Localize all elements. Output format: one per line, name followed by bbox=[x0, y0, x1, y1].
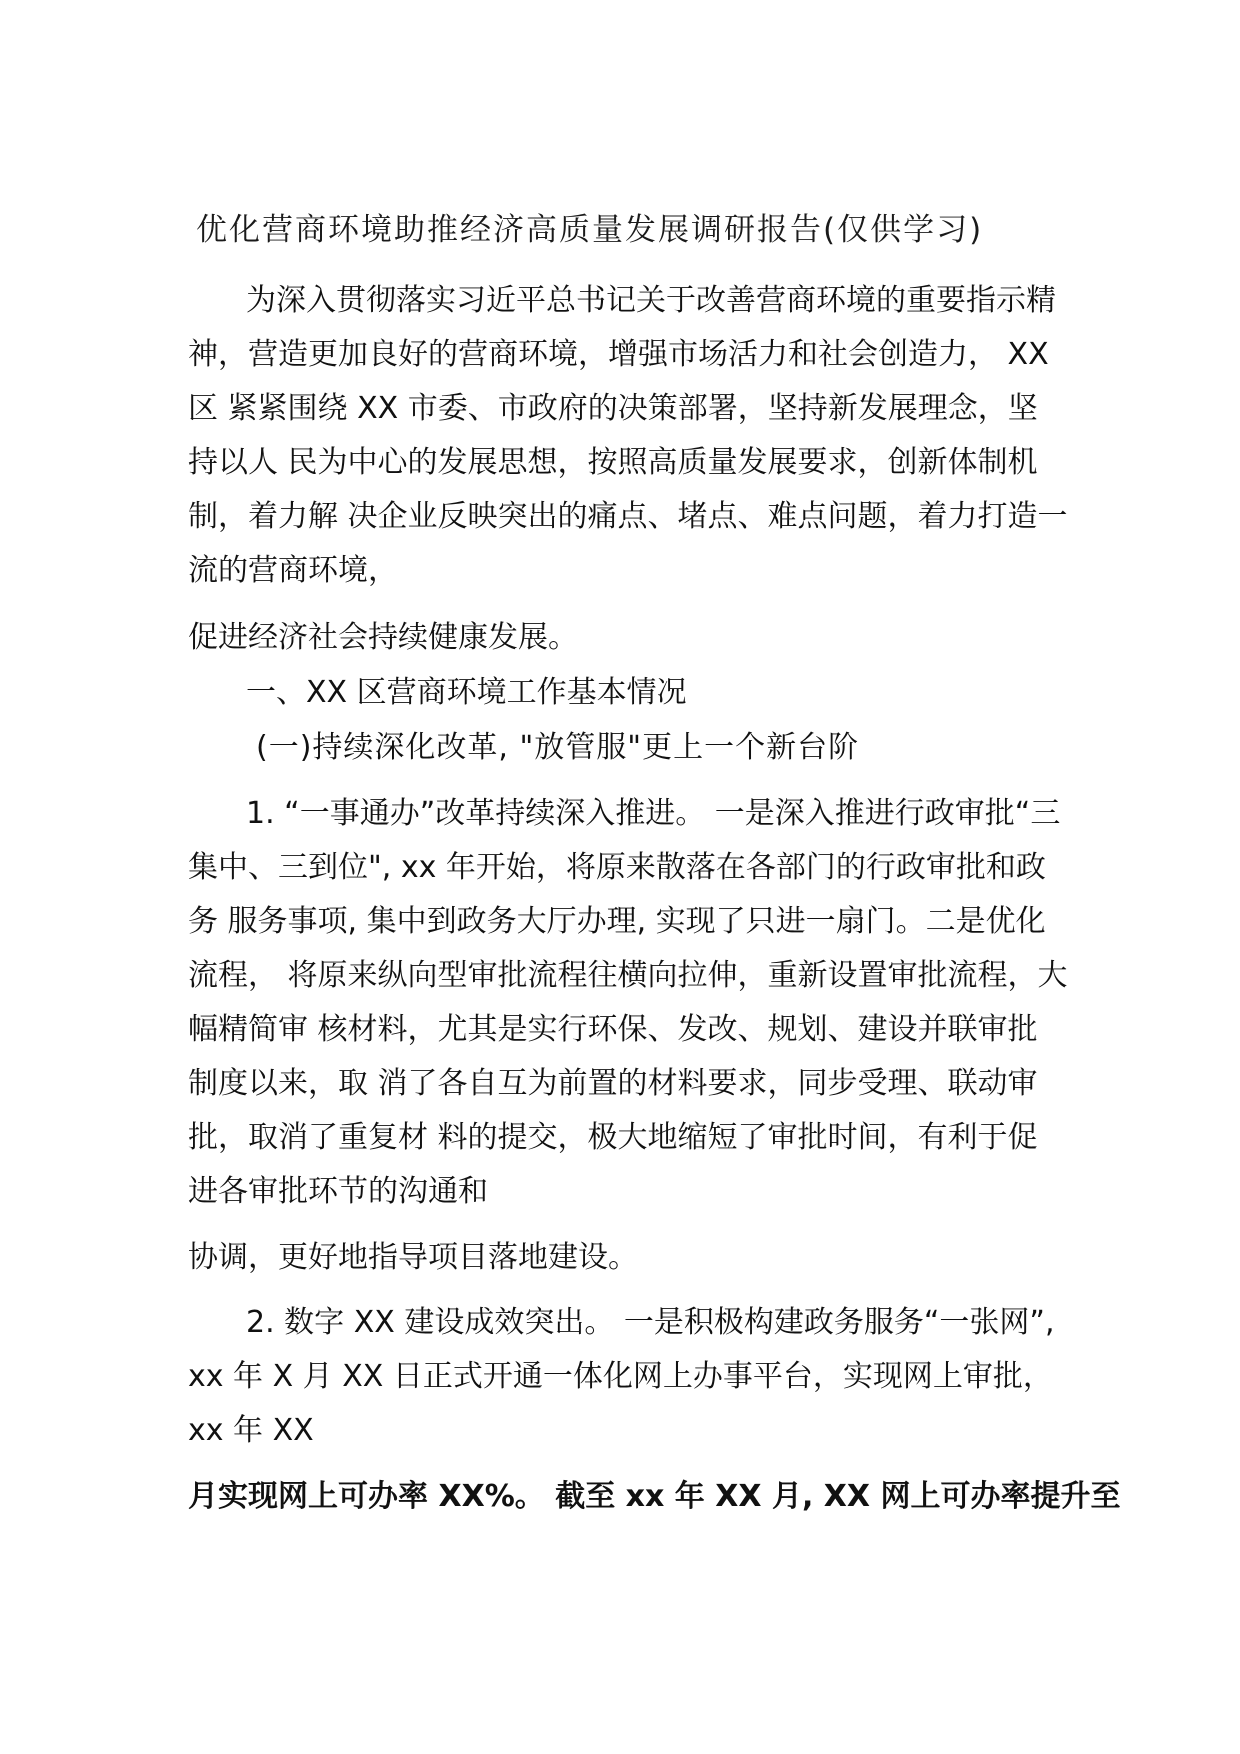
paragraph-line: 集中、三到位", xx 年开始，将原来散落在各部门的行政审批和政 bbox=[188, 850, 1046, 885]
paragraph-line: xx 年 XX bbox=[188, 1413, 314, 1448]
paragraph-line: xx 年 X 月 XX 日正式开通一体化网上办事平台，实现网上审批， bbox=[188, 1359, 1053, 1394]
paragraph-line: 进各审批环节的沟通和 bbox=[188, 1174, 488, 1209]
section-heading: 一、XX 区营商环境工作基本情况 bbox=[246, 675, 687, 710]
paragraph-line: 流程， 将原来纵向型审批流程往横向拉伸，重新设置审批流程，大 bbox=[188, 958, 1068, 993]
paragraph-line: 批，取消了重复材 料的提交，极大地缩短了审批时间，有利于促 bbox=[188, 1120, 1038, 1155]
paragraph-line: 协调，更好地指导项目落地建设。 bbox=[188, 1240, 638, 1275]
paragraph-line: 区 紧紧围绕 XX 市委、市政府的决策部署，坚持新发展理念，坚 bbox=[188, 391, 1038, 426]
paragraph-line: 制度以来，取 消了各自互为前置的材料要求，同步受理、联动审 bbox=[188, 1066, 1038, 1101]
paragraph-line: 月实现网上可办率 XX%。 截至 xx 年 XX 月, XX 网上可办率提升至 bbox=[188, 1479, 1121, 1514]
paragraph-line: 2. 数字 XX 建设成效突出。 一是积极构建政务服务“一张网”, bbox=[246, 1305, 1055, 1340]
paragraph-line: 流的营商环境， bbox=[188, 553, 398, 588]
paragraph-line: 制，着力解 决企业反映突出的痛点、堵点、难点问题，着力打造一 bbox=[188, 499, 1068, 534]
paragraph-line: 神，营造更加良好的营商环境，增强市场活力和社会创造力， XX bbox=[188, 337, 1049, 372]
paragraph-line: 幅精简审 核材料，尤其是实行环保、发改、规划、建设并联审批 bbox=[188, 1012, 1038, 1047]
paragraph-line: 务 服务事项, 集中到政务大厅办理, 实现了只进一扇门。二是优化 bbox=[188, 904, 1046, 939]
document-title: 优化营商环境助推经济高质量发展调研报告(仅供学习) bbox=[196, 212, 984, 248]
paragraph-line: 1. “一事通办”改革持续深入推进。 一是深入推进行政审批“三 bbox=[246, 796, 1061, 831]
paragraph-line: 为深入贯彻落实习近平总书记关于改善营商环境的重要指示精 bbox=[246, 283, 1056, 318]
paragraph-line: 持以人 民为中心的发展思想，按照高质量发展要求，创新体制机 bbox=[188, 445, 1038, 480]
subsection-heading: (一)持续深化改革, "放管服"更上一个新台阶 bbox=[256, 730, 860, 765]
paragraph-line: 促进经济社会持续健康发展。 bbox=[188, 620, 578, 655]
